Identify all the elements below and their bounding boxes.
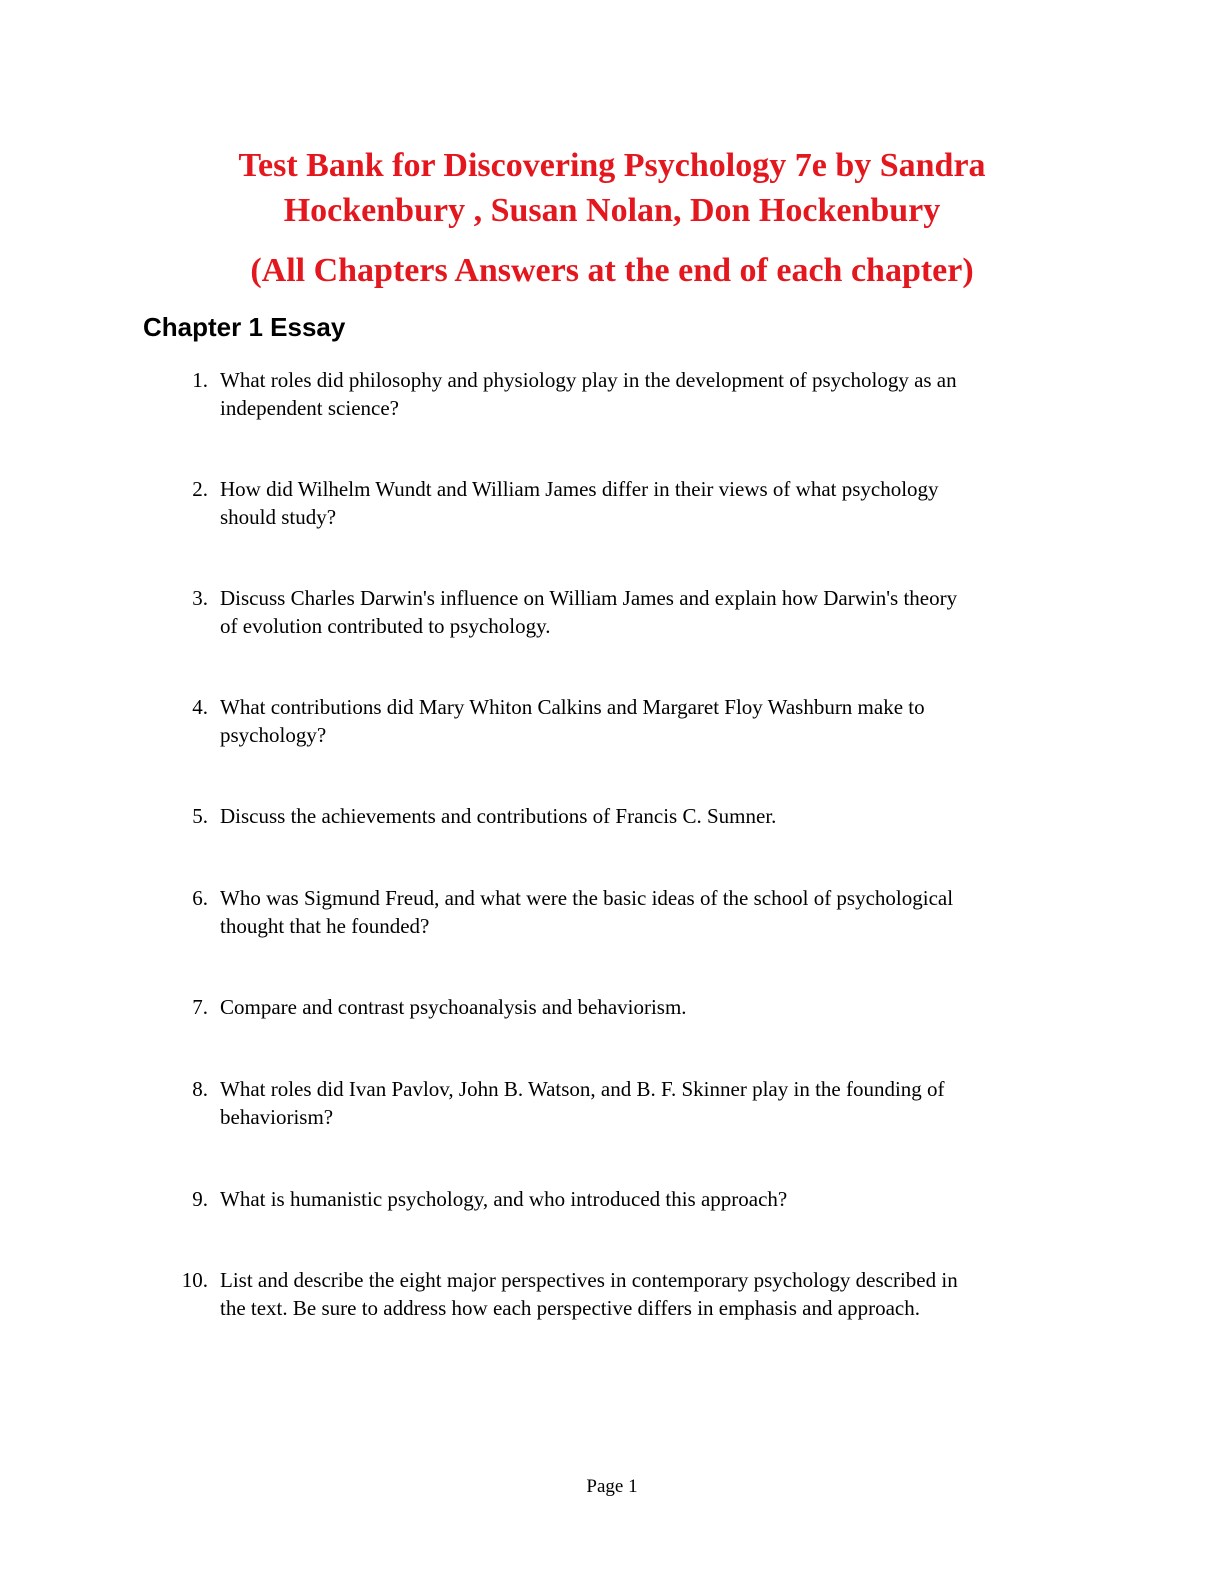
question-text-line: should study? bbox=[220, 505, 337, 529]
question-text bbox=[220, 1075, 1070, 1131]
question-text-line: What is humanistic psychology, and who introduced this approach? bbox=[220, 1187, 788, 1211]
question-number: 6. bbox=[192, 886, 208, 910]
page-number: 1 bbox=[628, 1476, 638, 1497]
question-number: 4. bbox=[192, 695, 208, 719]
question-text-line: the text. Be sure to address how each perspective differs in emphasis and approach. bbox=[220, 1296, 920, 1320]
question-text bbox=[220, 802, 1070, 830]
chapter-heading: Chapter 1 Essay bbox=[143, 312, 346, 342]
question-text-line: What roles did Ivan Pavlov, John B. Watson, and B. F. Skinner play in the founding of bbox=[220, 1077, 945, 1101]
question-text-line: Discuss Charles Darwin's influence on William James and explain how Darwin's theory bbox=[220, 586, 958, 610]
question-number: 10. bbox=[181, 1268, 208, 1292]
question-text bbox=[220, 993, 1070, 1021]
question-text-line: What contributions did Mary Whiton Calkins and Margaret Floy Washburn make to bbox=[220, 695, 925, 719]
question-text bbox=[220, 1185, 1070, 1213]
document-title-line: Hockenbury , Susan Nolan, Don Hockenbury bbox=[283, 192, 941, 229]
question-text-line: psychology? bbox=[220, 723, 327, 747]
question-text-line: behaviorism? bbox=[220, 1105, 334, 1129]
document-subtitle: (All Chapters Answers at the end of each chapter) bbox=[250, 252, 974, 289]
page-footer bbox=[0, 1475, 1224, 1499]
question-number: 2. bbox=[192, 477, 208, 501]
question-text-line: Who was Sigmund Freud, and what were the basic ideas of the school of psychological bbox=[220, 886, 954, 910]
question-text-line: thought that he founded? bbox=[220, 914, 430, 938]
document-title bbox=[150, 143, 1074, 233]
question-text-line: Compare and contrast psychoanalysis and behaviorism. bbox=[220, 995, 687, 1019]
question-text bbox=[220, 475, 1070, 531]
question-text-line: Discuss the achievements and contributions of Francis C. Sumner. bbox=[220, 804, 777, 828]
document-title-line: Test Bank for Discovering Psychology 7e by Sandra bbox=[238, 147, 986, 184]
question-number: 9. bbox=[192, 1187, 208, 1211]
question-number: 3. bbox=[192, 586, 208, 610]
question-text bbox=[220, 884, 1070, 940]
question-text-line: of evolution contributed to psychology. bbox=[220, 614, 551, 638]
question-text bbox=[220, 693, 1070, 749]
question-number: 7. bbox=[192, 995, 208, 1019]
question-text-line: List and describe the eight major perspectives in contemporary psychology described in bbox=[220, 1268, 958, 1292]
question-text-line: independent science? bbox=[220, 396, 399, 420]
question-number: 1. bbox=[192, 368, 208, 392]
question-text-line: How did Wilhelm Wundt and William James differ in their views of what psychology bbox=[220, 477, 939, 501]
question-text bbox=[220, 366, 1070, 422]
question-text bbox=[220, 1266, 1070, 1322]
question-number: 8. bbox=[192, 1077, 208, 1101]
question-text-line: What roles did philosophy and physiology play in the development of psychology as an bbox=[220, 368, 957, 392]
question-text bbox=[220, 584, 1070, 640]
question-number: 5. bbox=[192, 804, 208, 828]
page-label: Page bbox=[586, 1476, 624, 1497]
